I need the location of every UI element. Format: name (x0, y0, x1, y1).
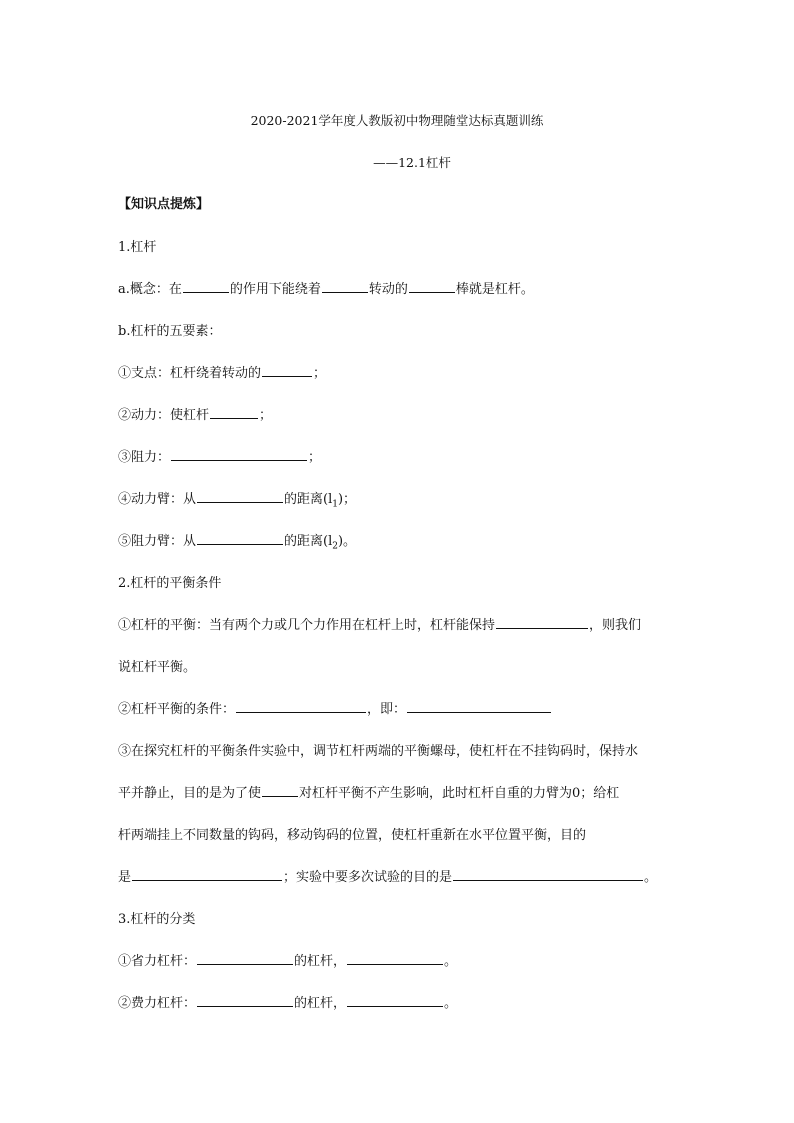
text: 是 (118, 870, 132, 885)
subscript: 2 (332, 541, 338, 552)
blank (322, 280, 368, 293)
fulcrum-line (118, 362, 326, 381)
text: 平并静止，目的是为了使 (118, 786, 262, 801)
text: ②杠杆平衡的条件： (118, 702, 236, 717)
document-subtitle: ——12.1杠杆 (373, 155, 451, 170)
text: 的距离(l (284, 492, 333, 507)
blank (197, 490, 283, 503)
blank (407, 700, 551, 713)
blank (347, 952, 443, 965)
text: ②动力：使杠杆 (118, 408, 210, 423)
text: ③阻力： (118, 450, 171, 465)
text: ④动力臂：从 (118, 492, 197, 507)
text: )； (337, 492, 357, 507)
text: 。 (444, 996, 458, 1011)
text: ⑤阻力臂：从 (118, 534, 197, 549)
text: ①支点：杠杆绕着转动的 (118, 366, 262, 381)
blank (409, 280, 455, 293)
text: a.概念：在 (118, 282, 182, 297)
labor-costing-line (118, 992, 457, 1011)
blank (197, 532, 283, 545)
blank (236, 700, 366, 713)
text: 的距离(l (284, 534, 333, 549)
text: 棒就是杠杆。 (455, 282, 534, 297)
document-title: 2020-2021学年度人教版初中物理随堂达标真题训练 (250, 113, 544, 128)
heading-balance: 2.杠杆的平衡条件 (118, 576, 222, 591)
blank (262, 364, 312, 377)
blank (197, 952, 293, 965)
effort-arm-line (118, 488, 356, 510)
labor-saving-line (118, 950, 457, 969)
blank (262, 784, 298, 797)
text: ①省力杠杆： (118, 954, 197, 969)
blank (132, 868, 282, 881)
text: ②费力杠杆： (118, 996, 197, 1011)
five-elements-line: b.杠杆的五要素： (118, 324, 222, 339)
resistance-arm-line (118, 530, 356, 552)
text: 的作用下能绕着 (229, 282, 321, 297)
blank (197, 994, 293, 1007)
blank (183, 280, 229, 293)
concept-line (118, 278, 534, 297)
blank (453, 868, 643, 881)
heading-lever: 1.杠杆 (118, 240, 157, 255)
text: ；实验中要多次试验的目的是 (283, 870, 453, 885)
text: ； (308, 450, 322, 465)
experiment-line-1: ③在探究杠杆的平衡条件实验中，调节杠杆两端的平衡螺母，使杠杆在不挂钩码时，保持水 (118, 744, 639, 759)
text: ； (313, 366, 327, 381)
text: ，则我们 (589, 618, 642, 633)
balance-line (118, 614, 641, 633)
text: ； (259, 408, 273, 423)
text: 。 (644, 870, 658, 885)
balance-line-2: 说杠杆平衡。 (118, 660, 197, 675)
text: 对杠杆平衡不产生影响，此时杠杆自重的力臂为0；给杠 (299, 786, 620, 801)
subscript: 1 (332, 499, 338, 510)
blank (496, 616, 588, 629)
blank (171, 448, 307, 461)
experiment-line-4 (118, 866, 657, 885)
experiment-line-3: 杆两端挂上不同数量的钩码，移动钩码的位置，使杠杆重新在水平位置平衡，目的 (118, 828, 587, 843)
text: 转动的 (368, 282, 408, 297)
experiment-line-2 (118, 782, 619, 801)
heading-classification: 3.杠杆的分类 (118, 912, 196, 927)
resistance-line (118, 446, 321, 465)
text: 的杠杆， (294, 954, 347, 969)
blank (210, 406, 258, 419)
condition-line (118, 698, 552, 717)
text: ①杠杆的平衡：当有两个力或几个力作用在杠杆上时，杠杆能保持 (118, 618, 496, 633)
text: )。 (337, 534, 357, 549)
text: ，即： (367, 702, 407, 717)
section-header: 【知识点提炼】 (118, 197, 210, 212)
text: 。 (444, 954, 458, 969)
text: 的杠杆， (294, 996, 347, 1011)
blank (347, 994, 443, 1007)
effort-line (118, 404, 272, 423)
